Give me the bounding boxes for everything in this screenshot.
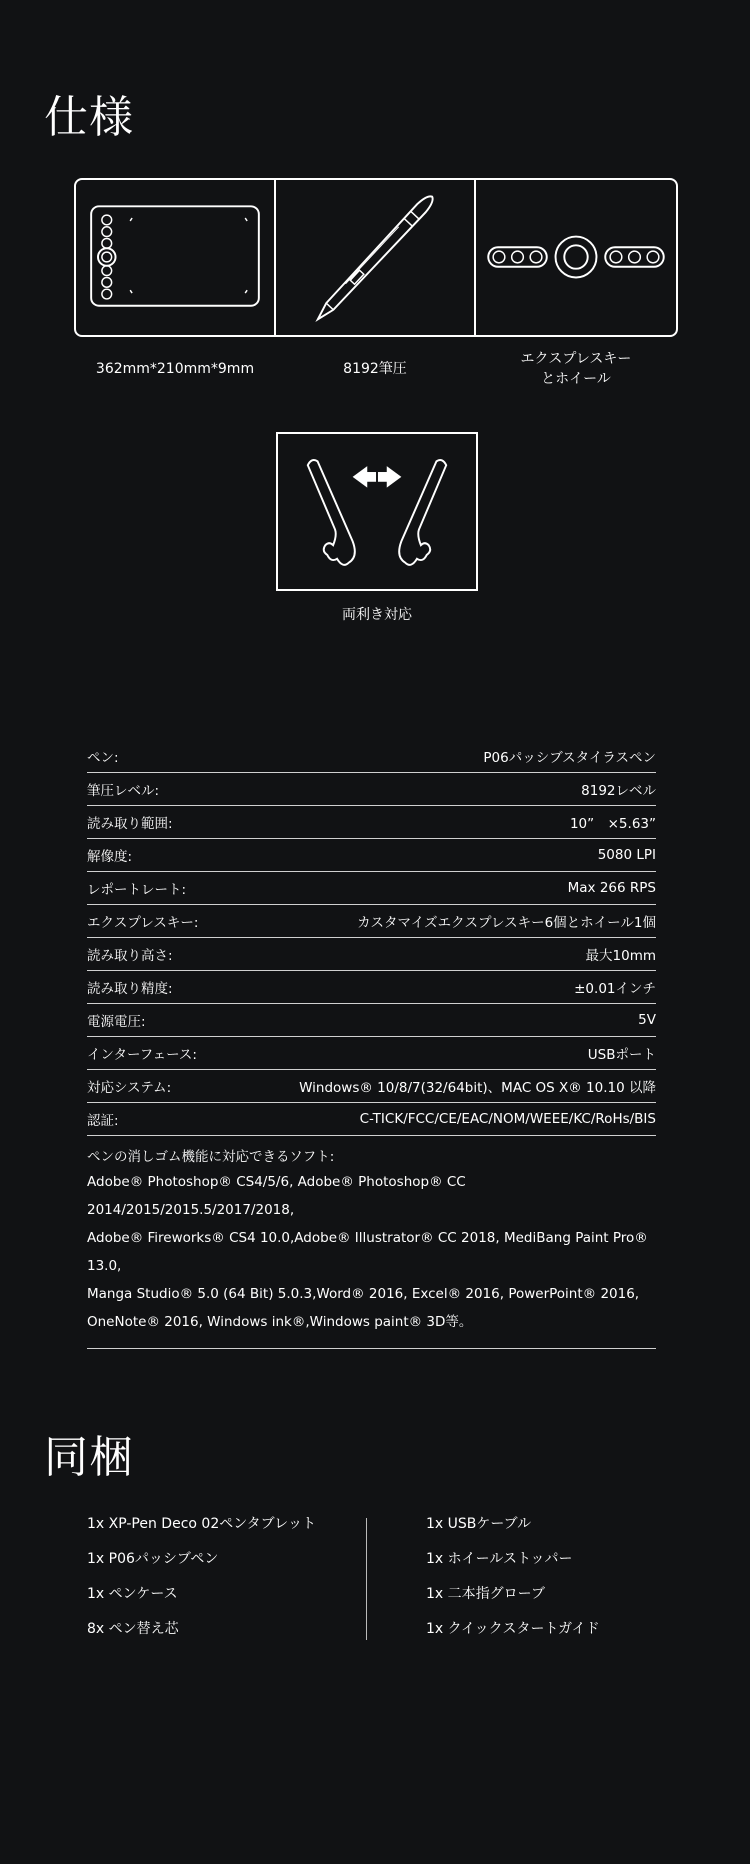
bundle-item: 1x P06パッシブペン <box>87 1551 219 1567</box>
software-note-line: Adobe® Photoshop® CS4/5/6, Adobe® Photoshop® CC 2014/2015/2015.5/2017/2018, <box>87 1174 466 1218</box>
spec-row-pen: ペン: P06パッシブスタイラスペン <box>87 740 656 773</box>
ambidextrous-panel <box>276 432 478 591</box>
spec-row-active-area: 読み取り範囲: 10” ×5.63” <box>87 806 656 839</box>
spec-row-voltage: 電源電圧: 5V <box>87 1004 656 1037</box>
tablet-size-panel <box>74 178 276 337</box>
software-compatibility-note <box>87 1136 656 1349</box>
software-note-line: Manga Studio® 5.0 (64 Bit) 5.0.3,Word® 2016, Excel® 2016, PowerPoint® 2016, <box>87 1286 640 1302</box>
express-keys-panel <box>474 178 678 337</box>
bundle-item: 1x クイックスタートガイド <box>426 1621 600 1637</box>
spec-section-title: 仕様 <box>44 92 134 143</box>
pen-pressure-panel <box>274 178 476 337</box>
bundle-item: 1x XP-Pen Deco 02ペンタブレット <box>87 1516 316 1532</box>
ambidextrous-caption: 両利き対応 <box>342 607 412 623</box>
spec-row-pressure: 筆圧レベル: 8192レベル <box>87 773 656 806</box>
spec-row-reading-height: 読み取り高さ: 最大10mm <box>87 938 656 971</box>
spec-row-os: 対応システム: Windows® 10/8/7(32/64bit)、MAC OS X® 10.10 以降 <box>87 1070 656 1103</box>
spec-row-accuracy: 読み取り精度: ±0.01インチ <box>87 971 656 1004</box>
pen-icon <box>276 180 474 335</box>
bundle-item: 1x USBケーブル <box>426 1516 532 1532</box>
software-note-line: OneNote® 2016, Windows ink®,Windows paint® 3D等。 <box>87 1314 473 1330</box>
bundle-divider <box>366 1518 367 1640</box>
tablet-icon <box>76 180 274 335</box>
pressure-caption: 8192筆圧 <box>343 361 407 377</box>
spec-table <box>87 740 656 1349</box>
spec-row-interface: インターフェース: USBポート <box>87 1037 656 1070</box>
bundle-item: 1x ペンケース <box>87 1586 178 1602</box>
bundle-list-right <box>426 1512 600 1652</box>
spec-row-certification: 認証: C-TICK/FCC/CE/EAC/NOM/WEEE/KC/RoHs/BIS <box>87 1103 656 1136</box>
ambidextrous-hands-icon <box>278 434 476 589</box>
bundle-list-left <box>87 1512 316 1652</box>
software-note-heading: ペンの消しゴム機能に対応できるソフト: <box>87 1149 335 1165</box>
bundle-section-title: 同梱 <box>44 1432 134 1483</box>
spec-row-report-rate: レポートレート: Max 266 RPS <box>87 872 656 905</box>
software-note-line: Adobe® Fireworks® CS4 10.0,Adobe® Illustrator® CC 2018, MediBang Paint Pro® 13.0, <box>87 1230 648 1274</box>
bundle-item: 1x ホイールストッパー <box>426 1551 573 1567</box>
bundle-item: 8x ペン替え芯 <box>87 1621 179 1637</box>
spec-row-express-keys: エクスプレスキー: カスタマイズエクスプレスキー6個とホイール1個 <box>87 905 656 938</box>
bundle-item: 1x 二本指グローブ <box>426 1586 545 1602</box>
size-caption: 362mm*210mm*9mm <box>95 361 255 377</box>
express-keys-wheel-icon <box>476 180 676 335</box>
express-keys-caption: エクスプレスキー とホイール <box>520 351 632 387</box>
spec-row-resolution: 解像度: 5080 LPI <box>87 839 656 872</box>
